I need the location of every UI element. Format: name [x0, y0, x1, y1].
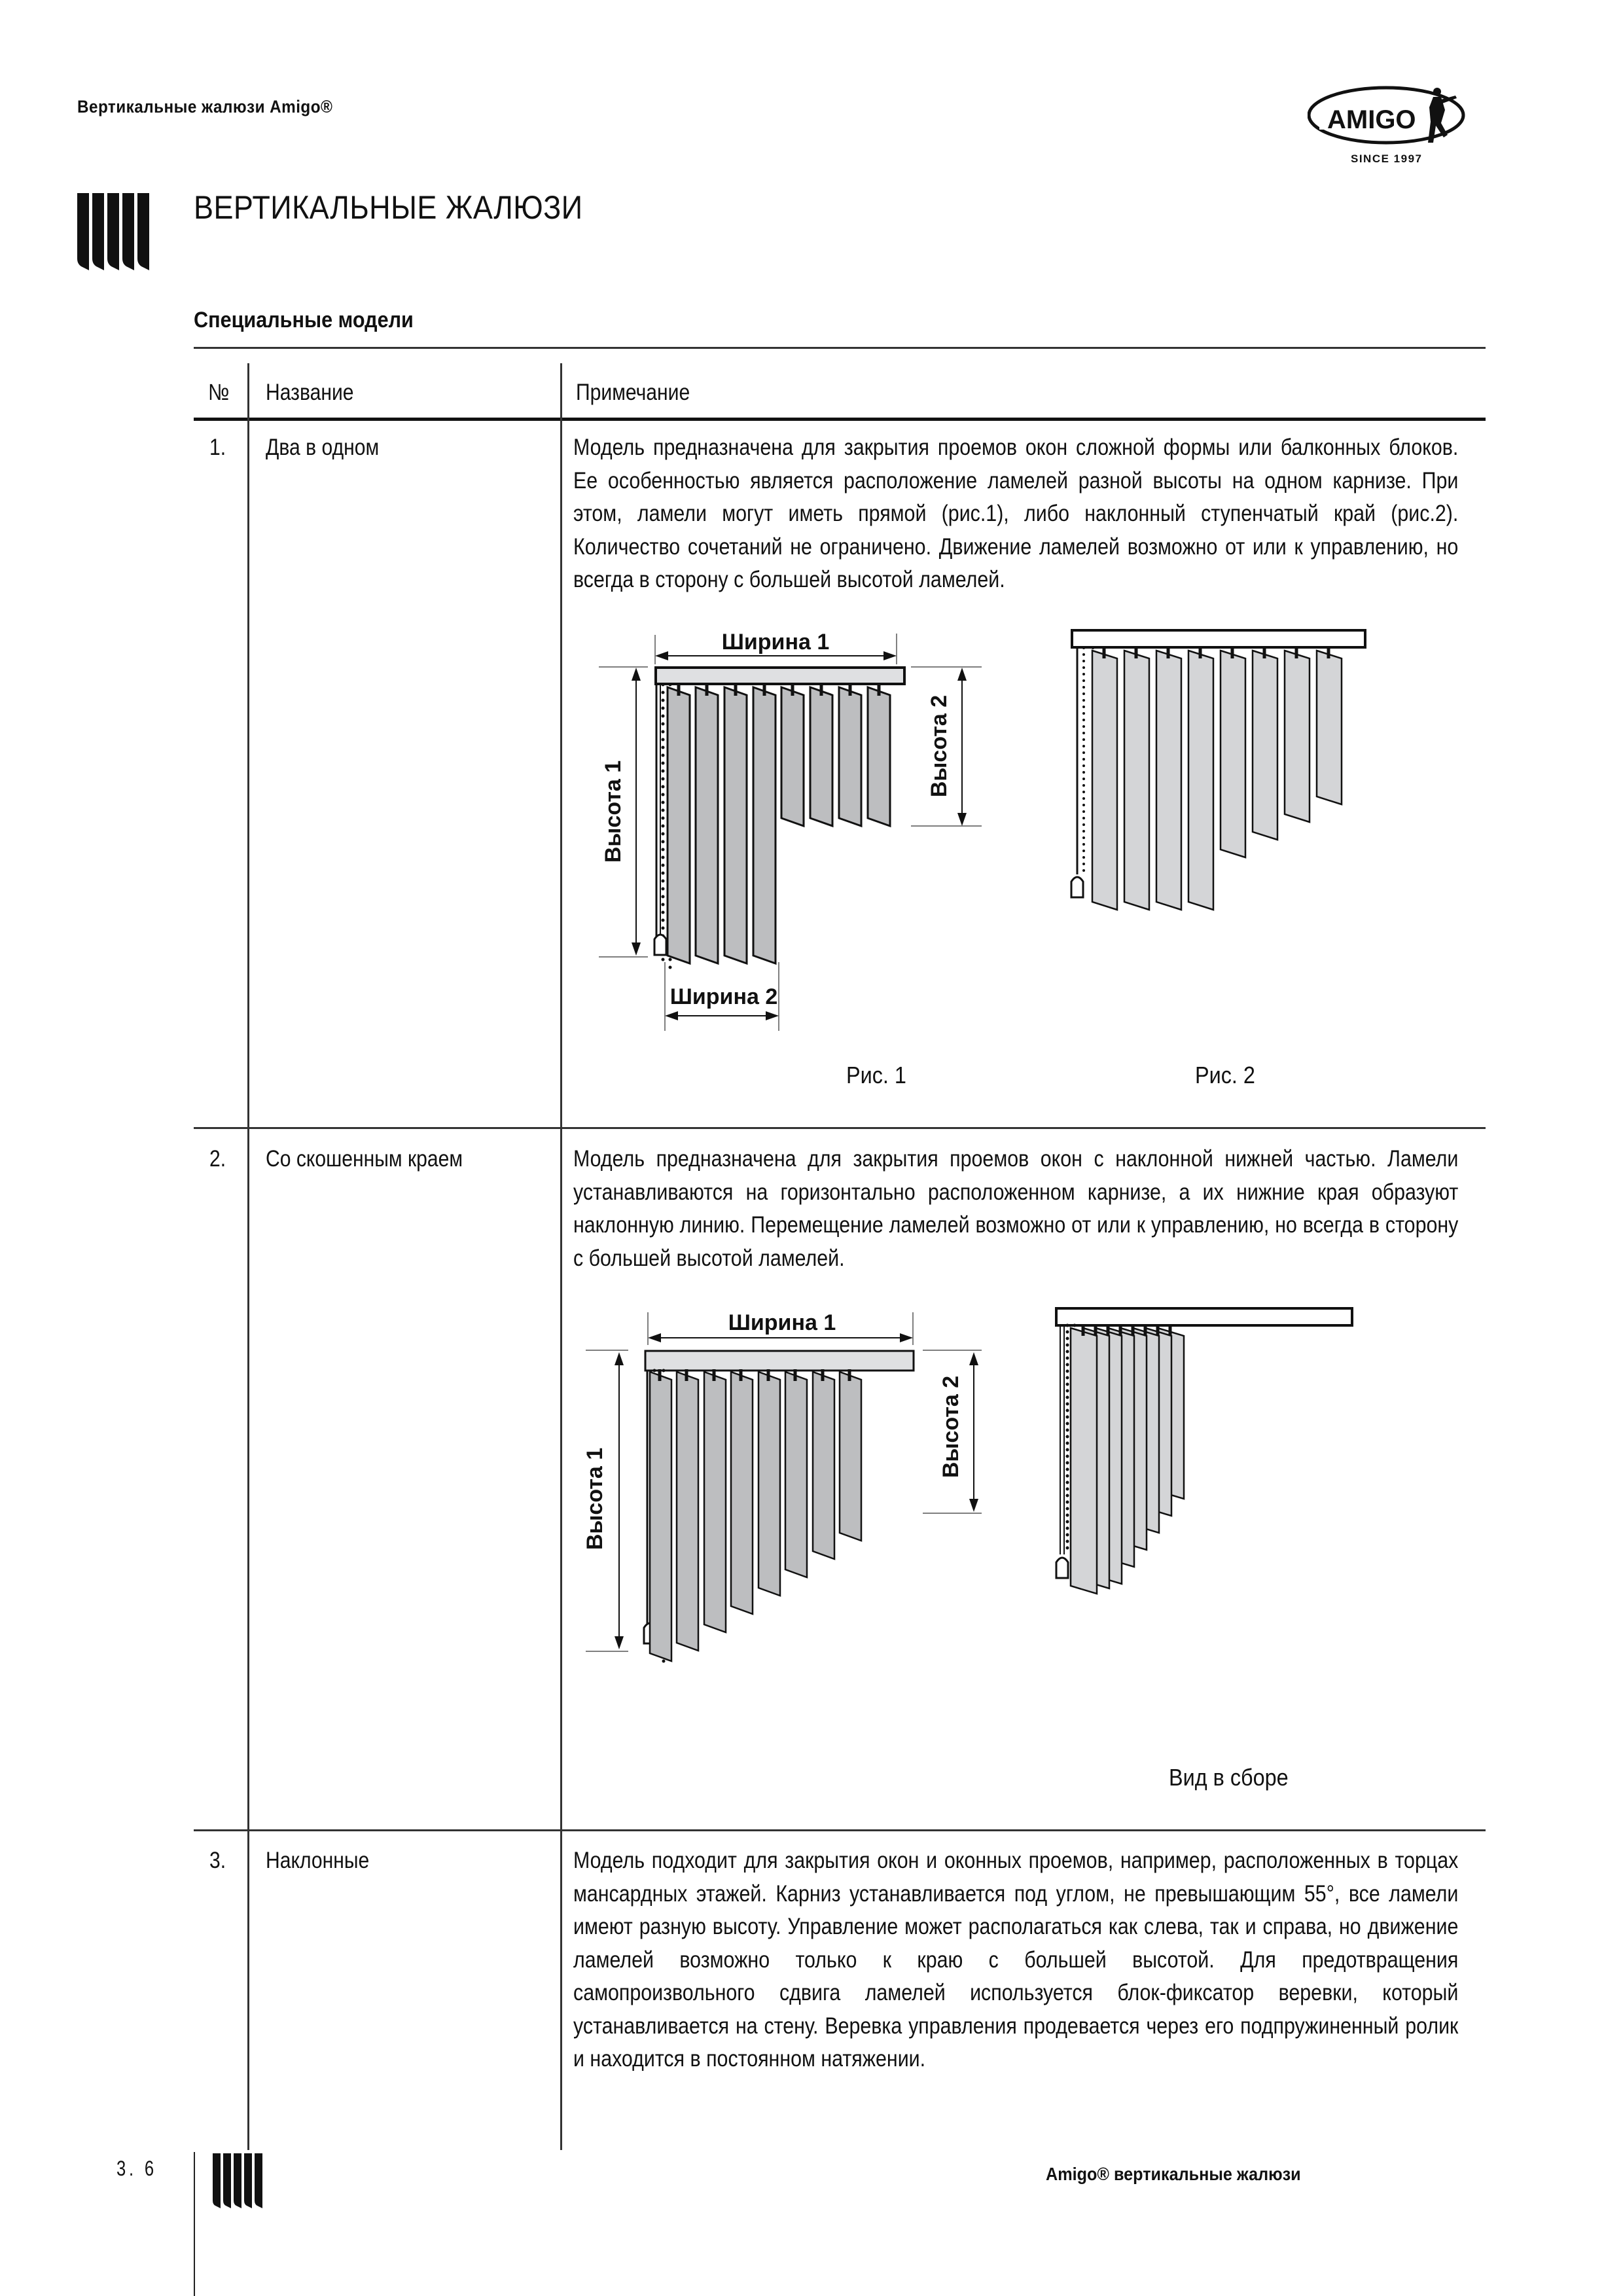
height2-label: Высота 2 [938, 1375, 963, 1479]
arrowhead [632, 942, 641, 956]
slat [1156, 651, 1181, 910]
slat [1092, 651, 1117, 910]
arrowhead [883, 651, 897, 660]
slat [650, 1372, 671, 1661]
width2-label: Ширина 2 [669, 984, 778, 1009]
slat [758, 1372, 780, 1596]
row-number: 1. [209, 435, 226, 460]
arrowhead [957, 813, 967, 826]
column-header-number: № [208, 380, 230, 405]
page-number: 3. 6 [116, 2157, 157, 2180]
logo-brand: AMIGO [1327, 105, 1416, 134]
headrail [645, 1351, 914, 1371]
row-note-text: Модель предназначена для закрытия проемов окон сложной формы или балконных блоков. Ее особенностью является расположение ламелей разной высоты на одном карнизе. При этом, ламели могут иметь прямой (рис.1), либо наклонный ступенчатый край (рис.2). Количество сочетаний не ограничено. Движение ламелей возможно от или к управлению, но всегда в сторону с большей высотой ламелей. [573, 435, 1459, 592]
row-name: Со скошенным краем [266, 1146, 463, 1172]
slat [840, 1372, 861, 1541]
row-note [573, 1143, 1458, 1275]
slat [696, 687, 718, 963]
slat [785, 1372, 807, 1577]
arrowhead [900, 1333, 913, 1342]
row-note-text: Модель предназначена для закрытия проемов окон с наклонной нижней частью. Ламели устанавливаются на горизонтально расположенном карнизе, а их нижние края образуют наклонную линию. Перемещение ламелей возможно от или к управлению, но всегда в сторону с большей высотой ламелей. [573, 1146, 1459, 1271]
row-note-text: Модель подходит для закрытия окон и оконных проемов, например, расположенных в торцах мансардных этажей. Карниз устанавливается под углом, не превышающим 55°, все ламели имеют разную высоту. Управление может располагаться как слева, так и справа, но движение ламелей возможно только к краю с большей высотой. Для предотвращения самопроизвольного сдвига ламелей используется блок-фиксатор веревки, который устанавливается на стену. Веревка управления продевается через его подпружиненный ролик и находится в постоянном натяжении. [573, 1848, 1459, 2072]
figure-caption: Вид в сборе [1169, 1764, 1289, 1791]
row-name: Наклонные [266, 1848, 370, 1873]
column-header-name: Название [266, 380, 354, 405]
arrowhead [615, 1352, 624, 1365]
slat [781, 687, 804, 826]
arrowhead [632, 668, 641, 681]
arrowhead [655, 651, 668, 660]
arrowhead [665, 1011, 678, 1020]
slat [753, 687, 776, 963]
footer-rule [194, 2152, 195, 2296]
slat [704, 1372, 726, 1632]
figure-caption: Рис. 1 [846, 1062, 906, 1088]
headrail [1056, 1308, 1352, 1325]
slat [1071, 1328, 1097, 1594]
slat [1285, 651, 1310, 822]
arrowhead [969, 1352, 978, 1365]
cord-weight [1056, 1558, 1068, 1578]
section-title: ВЕРТИКАЛЬНЫЕ ЖАЛЮЗИ [194, 189, 583, 226]
height1-label: Высота 1 [582, 1447, 607, 1551]
row-name: Два в одном [266, 435, 380, 460]
cord-weight [1071, 877, 1083, 897]
vertical-blinds-icon [213, 2153, 265, 2208]
slat [810, 687, 832, 826]
arrowhead [615, 1636, 624, 1649]
column-header-note: Примечание [576, 380, 690, 405]
height2-label: Высота 2 [927, 694, 952, 798]
width1-label: Ширина 1 [721, 630, 830, 655]
slat [1124, 651, 1149, 910]
arrowhead [648, 1333, 661, 1342]
row-number: 2. [209, 1146, 226, 1172]
row-number: 3. [209, 1848, 226, 1873]
slat [668, 687, 690, 963]
slat [1317, 651, 1342, 804]
logo-tagline: SINCE 1997 [1351, 152, 1423, 165]
cord-weight [654, 935, 666, 955]
slat [868, 687, 890, 826]
slat [813, 1372, 834, 1559]
headrail [1072, 630, 1365, 647]
height1-label: Высота 1 [601, 760, 626, 863]
headrail [656, 668, 904, 684]
width1-label: Ширина 1 [728, 1310, 836, 1335]
figure-caption: Рис. 2 [1195, 1062, 1255, 1088]
slat [731, 1372, 753, 1614]
footer-brand-text: Amigo® вертикальные жалюзи [1046, 2164, 1301, 2184]
arrowhead [957, 668, 967, 681]
slat [1221, 651, 1245, 857]
slat [1253, 651, 1277, 840]
section-subtitle: Специальные модели [194, 308, 414, 332]
arrowhead [969, 1499, 978, 1512]
arrowhead [766, 1011, 779, 1020]
slat [724, 687, 747, 963]
slat [1188, 651, 1213, 910]
row-note [573, 1844, 1458, 2076]
slat [839, 687, 861, 826]
slat [677, 1372, 698, 1651]
running-header: Вертикальные жалюзи Amigo® [77, 97, 333, 117]
